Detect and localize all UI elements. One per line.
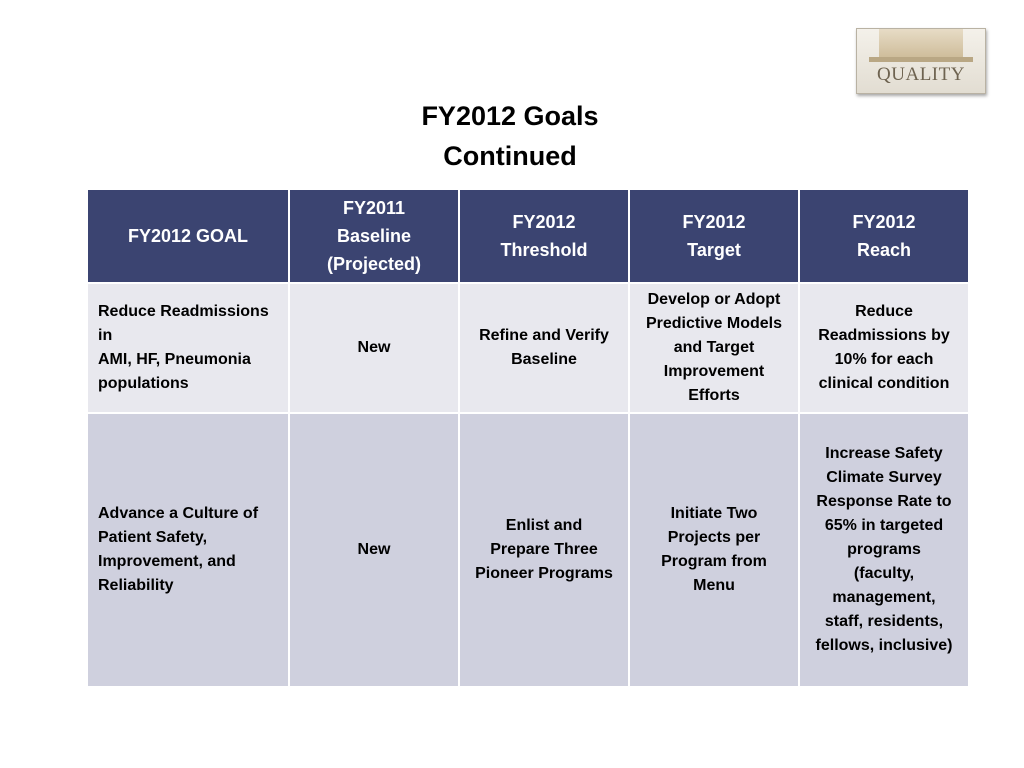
- cell-line: Response Rate to: [816, 493, 952, 510]
- cell-line: Refine and Verify: [479, 327, 609, 344]
- cell-line: Baseline: [336, 226, 412, 246]
- cell-line: Projects per: [667, 529, 761, 546]
- cell-line: Improvement: [663, 363, 765, 380]
- cell-line: FY2011: [342, 198, 406, 218]
- cell-line: 65% in targeted: [824, 517, 944, 534]
- cell-line: Baseline: [511, 351, 577, 368]
- cell-line: Improvement, and: [98, 553, 236, 570]
- cell-line: Reduce Readmissions: [98, 303, 269, 320]
- cell-line: FY2012: [852, 212, 916, 232]
- logo-text: QUALITY: [877, 64, 965, 85]
- goals-table: [86, 188, 970, 688]
- cell-line: Target: [687, 240, 741, 260]
- column-capital-icon: [879, 29, 963, 60]
- cell-threshold: [459, 283, 629, 413]
- cell-baseline: [289, 413, 459, 687]
- cell-line: Advance a Culture of: [98, 505, 259, 522]
- table-row: [87, 413, 969, 687]
- cell-line: Enlist and: [505, 517, 583, 534]
- cell-line: 10% for each: [834, 351, 934, 368]
- cell-line: in: [98, 327, 113, 344]
- cell-baseline: [289, 283, 459, 413]
- cell-line: Develop or Adopt: [647, 291, 781, 308]
- cell-line: Efforts: [688, 387, 740, 404]
- cell-line: populations: [98, 375, 189, 392]
- cell-goal: [87, 413, 289, 687]
- cell-line: Prepare Three: [490, 541, 598, 558]
- cell-line: Threshold: [500, 240, 588, 260]
- header-threshold: [459, 189, 629, 283]
- cell-goal: [87, 283, 289, 413]
- cell-line: Reduce: [855, 303, 913, 320]
- quality-logo: [856, 28, 986, 94]
- cell-line: New: [357, 339, 391, 356]
- title-line-1: FY2012 Goals: [421, 101, 599, 131]
- cell-line: management,: [832, 589, 936, 606]
- cell-line: Readmissions by: [818, 327, 950, 344]
- cell-line: staff, residents,: [824, 613, 944, 630]
- cell-line: FY2012 GOAL: [127, 226, 249, 246]
- cell-line: Reliability: [98, 577, 174, 594]
- cell-reach: [799, 283, 969, 413]
- cell-line: Menu: [693, 577, 735, 594]
- cell-line: New: [357, 541, 391, 558]
- cell-line: Predictive Models: [645, 315, 783, 332]
- cell-line: and Target: [673, 339, 755, 356]
- cell-line: programs: [847, 541, 921, 558]
- title-line-2: Continued: [443, 141, 577, 171]
- table-row: [87, 283, 969, 413]
- header-reach: [799, 189, 969, 283]
- header-goal: [87, 189, 289, 283]
- cell-line: Climate Survey: [826, 469, 942, 486]
- column-rim-icon: [869, 57, 973, 62]
- cell-target: [629, 283, 799, 413]
- cell-reach: [799, 413, 969, 687]
- header-target: [629, 189, 799, 283]
- cell-line: Program from: [661, 553, 767, 570]
- page-title: [360, 96, 660, 176]
- cell-line: (faculty,: [853, 565, 915, 582]
- cell-line: Reach: [856, 240, 912, 260]
- cell-line: (Projected): [326, 254, 422, 274]
- cell-line: clinical condition: [818, 375, 950, 392]
- cell-target: [629, 413, 799, 687]
- header-baseline: [289, 189, 459, 283]
- cell-line: FY2012: [512, 212, 576, 232]
- cell-line: Patient Safety,: [98, 529, 208, 546]
- cell-line: FY2012: [682, 212, 746, 232]
- cell-line: Pioneer Programs: [475, 565, 613, 582]
- cell-line: AMI, HF, Pneumonia: [98, 351, 251, 368]
- header-row: [87, 189, 969, 283]
- cell-line: fellows, inclusive): [815, 637, 953, 654]
- cell-threshold: [459, 413, 629, 687]
- cell-line: Increase Safety: [825, 445, 943, 462]
- cell-line: Initiate Two: [670, 505, 758, 522]
